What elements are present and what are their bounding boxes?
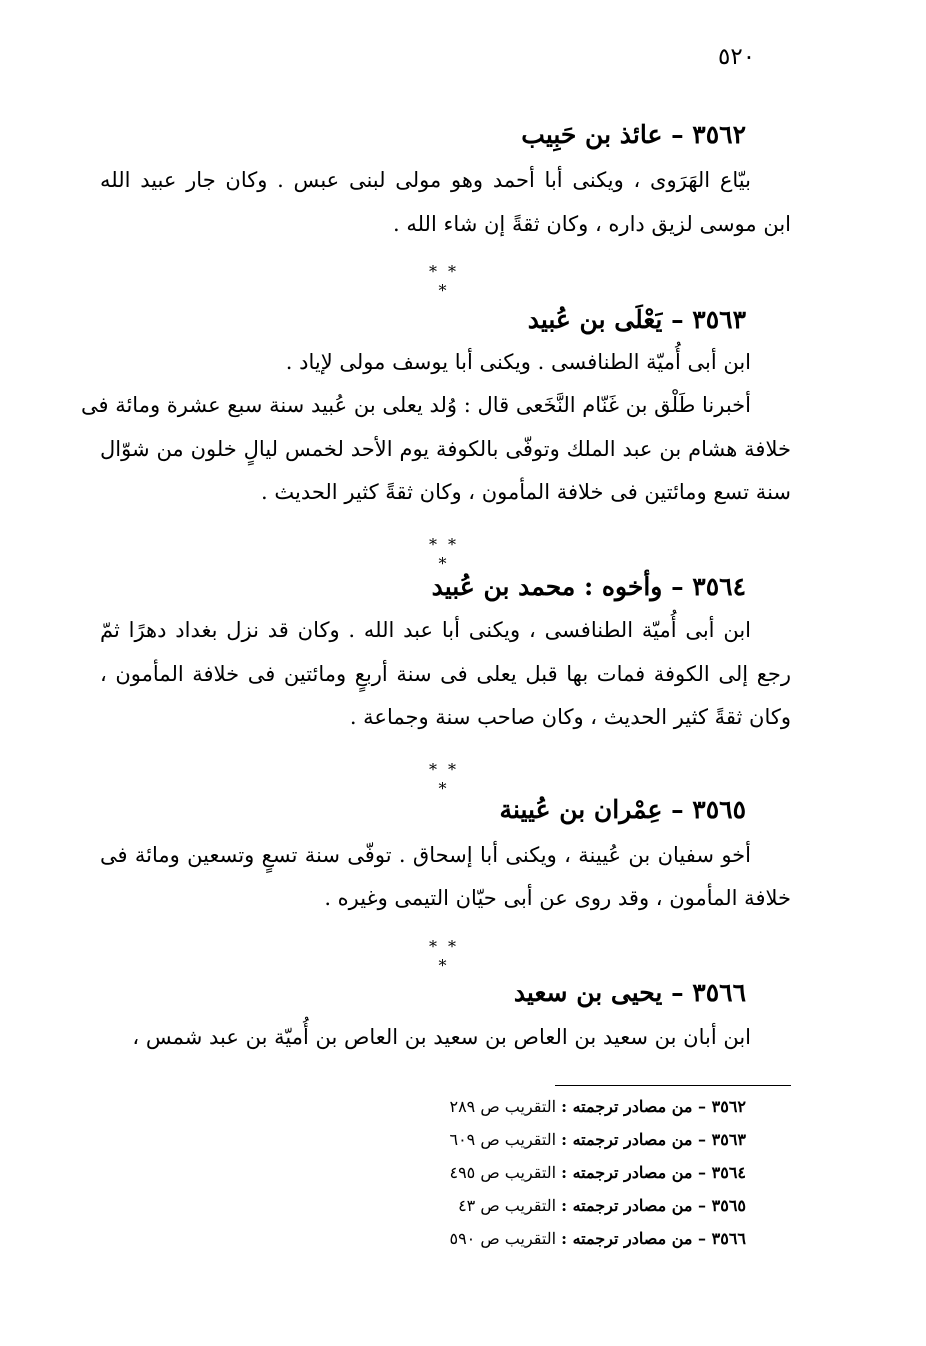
footnote-3563 [449,1130,746,1149]
entry-text-line: سنة تسع ومائتين فى خلافة المأمون ، وكان ثقةً كثير الحديث . [261,480,791,504]
footnote-text: التقريب ص ٤٣ [458,1196,557,1215]
footnote-3566 [449,1229,746,1248]
entry-title-3563: ٣٥٦٣ – يَعْلَى بن عُبيد [527,305,746,334]
entry-title-3565: ٣٥٦٥ – عِمْران بن عُيينة [499,795,746,824]
page-number: ٥٢٠ [718,44,756,70]
footnote-3565 [458,1196,746,1215]
footnote-3564 [449,1163,746,1182]
entry-text-line: أخو سفيان بن عُيينة ، ويكنى أبا إسحاق . توفّى سنة تسعٍ وتسعين ومائة فى [100,843,751,867]
footnote-text: التقريب ص ٢٨٩ [449,1097,557,1116]
section-separator: * * * [428,535,460,573]
entry-text-line: وكان ثقةً كثير الحديث ، وكان صاحب سنة وجماعة . [349,705,791,729]
footnote-label: ٣٥٦٦ – من مصادر ترجمته : [561,1229,746,1248]
section-separator: * * * [428,262,460,300]
footnote-text: التقريب ص ٦٠٩ [449,1130,557,1149]
entry-title-3562: ٣٥٦٢ – عائذ بن حَبِيب [521,120,746,149]
section-separator: * * * [428,937,460,975]
footnote-rule [555,1085,791,1086]
entry-text-line: خلافة المأمون ، وقد روى عن أبى حيّان التيمى وغيره . [324,886,791,910]
footnote-label: ٣٥٦٥ – من مصادر ترجمته : [561,1196,746,1215]
entry-text-line: ابن موسى لزيق داره ، وكان ثقةً إن شاء الله . [393,212,791,236]
entry-text-line: رجع إلى الكوفة فمات بها قبل يعلى فى سنة أربعٍ ومائتين فى خلافة المأمون ، [100,662,791,686]
footnote-text: التقريب ص ٤٩٥ [449,1163,557,1182]
entry-text-line: بيّاع الهَرَوى ، ويكنى أبا أحمد وهو مولى لبنى عبس . وكان جار عبيد الله [100,168,751,192]
entry-text-line: ابن أبان بن سعيد بن العاص بن سعيد بن العاص بن أُميّة بن عبد شمس ، [132,1025,751,1049]
footnote-label: ٣٥٦٤ – من مصادر ترجمته : [561,1163,746,1182]
section-separator: * * * [428,760,460,798]
footnote-label: ٣٥٦٣ – من مصادر ترجمته : [561,1130,746,1149]
entry-text-line: ابن أبى أُميّة الطنافسى ، ويكنى أبا عبد الله . وكان قد نزل بغداد دهرًا ثمّ [100,618,751,642]
footnote-3562 [449,1097,746,1116]
entry-text-line: أخبرنا طَلْق بن غَنّام النَّخَعى قال : وُلد يعلى بن عُبيد سنة سبع عشرة ومائة فى [80,393,751,417]
entry-text-line: خلافة هشام بن عبد الملك وتوفّى بالكوفة يوم الأحد لخمس ليالٍ خلون من شوّال [100,437,791,461]
entry-title-3566: ٣٥٦٦ – يحيى بن سعيد [513,978,746,1007]
footnote-label: ٣٥٦٢ – من مصادر ترجمته : [561,1097,746,1116]
footnote-text: التقريب ص ٥٩٠ [449,1229,557,1248]
entry-title-3564: ٣٥٦٤ – وأخوه : محمد بن عُبيد [431,572,746,601]
entry-text-line: ابن أبى أُميّة الطنافسى . ويكنى أبا يوسف مولى لإياد . [285,350,751,374]
